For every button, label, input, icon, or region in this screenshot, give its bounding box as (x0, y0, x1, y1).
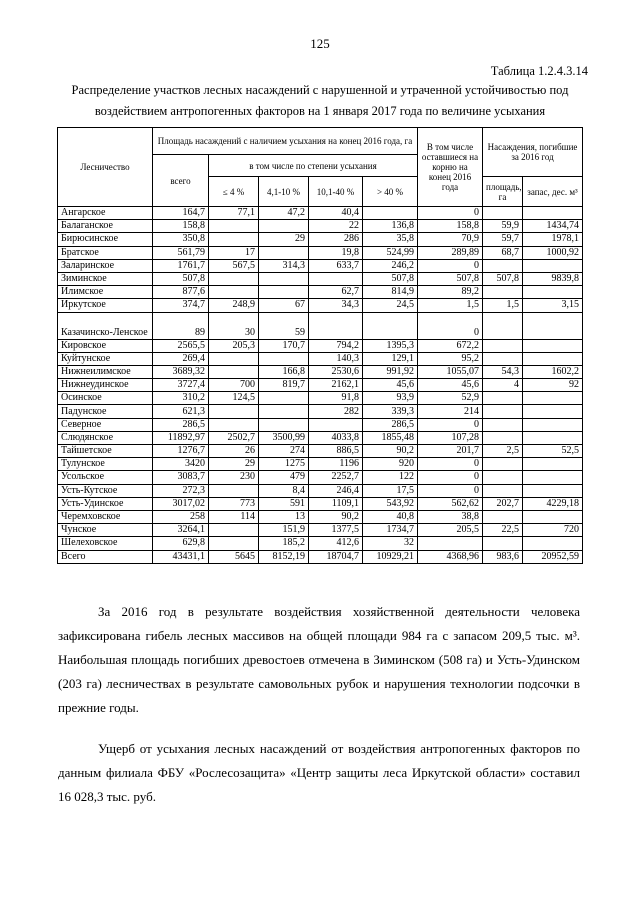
cell-total: 11892,97 (153, 431, 209, 444)
cell-d4: 129,1 (363, 352, 418, 365)
table-row (58, 497, 583, 510)
cell-stock (523, 405, 583, 418)
cell-total: 1761,7 (153, 259, 209, 272)
table-row (58, 510, 583, 523)
cell-area: 1,5 (483, 299, 523, 312)
cell-area: 59,7 (483, 233, 523, 246)
cell-total: 350,8 (153, 233, 209, 246)
table-row (58, 246, 583, 259)
cell-stock (523, 259, 583, 272)
cell-d2: 29 (259, 233, 309, 246)
cell-rem: 0 (418, 484, 483, 497)
cell-d2: 151,9 (259, 524, 309, 537)
header-dead-stock: запас, дес. м³ (523, 177, 583, 207)
cell-stock (523, 458, 583, 471)
cell-area: 983,6 (483, 550, 523, 563)
cell-d3: 1109,1 (309, 497, 363, 510)
forestry-name: Куйтунское (58, 352, 153, 365)
cell-d1 (209, 365, 259, 378)
cell-area: 202,7 (483, 497, 523, 510)
cell-d1 (209, 537, 259, 550)
table-row (58, 233, 583, 246)
cell-d3 (309, 272, 363, 285)
cell-total: 3420 (153, 458, 209, 471)
cell-rem: 0 (418, 418, 483, 431)
cell-total: 310,2 (153, 392, 209, 405)
header-degree-group: в том числе по степени усыхания (209, 155, 418, 177)
header-remaining: В том числе оставшиеся на корню на конец 2016 года (418, 128, 483, 207)
cell-stock: 1978,1 (523, 233, 583, 246)
cell-d3: 286 (309, 233, 363, 246)
forestry-name: Ангарское (58, 207, 153, 220)
cell-d2: 3500,99 (259, 431, 309, 444)
forestry-name: Тайшетское (58, 445, 153, 458)
cell-d2: 819,7 (259, 379, 309, 392)
forestry-name: Бирюсинское (58, 233, 153, 246)
cell-d4: 35,8 (363, 233, 418, 246)
cell-rem: 562,62 (418, 497, 483, 510)
cell-d3: 90,2 (309, 510, 363, 523)
cell-area: 54,3 (483, 365, 523, 378)
cell-d1: 29 (209, 458, 259, 471)
cell-d2 (259, 405, 309, 418)
table-row (58, 392, 583, 405)
cell-total: 89 (153, 312, 209, 339)
cell-total: 3727,4 (153, 379, 209, 392)
cell-d1 (209, 405, 259, 418)
cell-d2: 1275 (259, 458, 309, 471)
cell-d2: 185,2 (259, 537, 309, 550)
cell-d4: 45,6 (363, 379, 418, 392)
cell-d4: 246,2 (363, 259, 418, 272)
cell-rem: 0 (418, 312, 483, 339)
cell-d4: 24,5 (363, 299, 418, 312)
header-degree-2: 4,1-10 % (259, 177, 309, 207)
cell-d2: 59 (259, 312, 309, 339)
forestry-name: Нижнеудинское (58, 379, 153, 392)
cell-area (483, 312, 523, 339)
forestry-name: Черемховское (58, 510, 153, 523)
cell-total: 286,5 (153, 418, 209, 431)
cell-total: 258 (153, 510, 209, 523)
cell-rem: 0 (418, 207, 483, 220)
cell-d3: 886,5 (309, 445, 363, 458)
cell-total: 3017,02 (153, 497, 209, 510)
cell-d1: 567,5 (209, 259, 259, 272)
cell-d4: 32 (363, 537, 418, 550)
cell-d1: 700 (209, 379, 259, 392)
cell-area (483, 484, 523, 497)
cell-stock (523, 431, 583, 444)
cell-stock (523, 312, 583, 339)
cell-total: 3083,7 (153, 471, 209, 484)
forestry-name: Северное (58, 418, 153, 431)
table-row (58, 365, 583, 378)
forestry-name: Слюдянское (58, 431, 153, 444)
cell-d4: 17,5 (363, 484, 418, 497)
cell-rem: 214 (418, 405, 483, 418)
cell-d3: 22 (309, 220, 363, 233)
cell-d3: 4033,8 (309, 431, 363, 444)
cell-d2: 13 (259, 510, 309, 523)
table-title: Распределение участков лесных насаждений с нарушенной и утраченной устойчивостью под воздействием антропогенных факторов на 1 января 2017 года по величине усыхания (71, 83, 569, 118)
cell-rem (418, 537, 483, 550)
cell-stock: 4229,18 (523, 497, 583, 510)
cell-area (483, 259, 523, 272)
cell-area: 4 (483, 379, 523, 392)
cell-d4: 286,5 (363, 418, 418, 431)
header-degree-3: 10,1-40 % (309, 177, 363, 207)
cell-rem: 1,5 (418, 299, 483, 312)
cell-d3: 18704,7 (309, 550, 363, 563)
table-row (58, 379, 583, 392)
forest-damage-table (57, 127, 583, 564)
cell-total: 629,8 (153, 537, 209, 550)
cell-rem: 289,89 (418, 246, 483, 259)
cell-rem: 0 (418, 259, 483, 272)
cell-d4: 524,99 (363, 246, 418, 259)
cell-d1: 773 (209, 497, 259, 510)
table-row (58, 458, 583, 471)
cell-d2: 314,3 (259, 259, 309, 272)
cell-d1: 230 (209, 471, 259, 484)
cell-stock: 3,15 (523, 299, 583, 312)
cell-rem: 507,8 (418, 272, 483, 285)
cell-stock (523, 510, 583, 523)
cell-stock (523, 207, 583, 220)
page-number: 125 (310, 36, 330, 51)
forestry-name: Тулунское (58, 458, 153, 471)
cell-stock: 1602,2 (523, 365, 583, 378)
cell-stock (523, 286, 583, 299)
table-row (58, 312, 583, 339)
cell-area: 2,5 (483, 445, 523, 458)
cell-d4: 40,8 (363, 510, 418, 523)
table-row (58, 220, 583, 233)
table-row (58, 286, 583, 299)
cell-d3: 19,8 (309, 246, 363, 259)
cell-d2 (259, 392, 309, 405)
cell-d1: 17 (209, 246, 259, 259)
cell-d3: 140,3 (309, 352, 363, 365)
cell-d3: 2530,6 (309, 365, 363, 378)
cell-d1 (209, 272, 259, 285)
cell-rem: 201,7 (418, 445, 483, 458)
cell-area (483, 286, 523, 299)
cell-rem: 205,5 (418, 524, 483, 537)
cell-d1: 5645 (209, 550, 259, 563)
cell-rem: 672,2 (418, 339, 483, 352)
cell-d1: 124,5 (209, 392, 259, 405)
cell-d1: 205,3 (209, 339, 259, 352)
forestry-name: Нижнеилимское (58, 365, 153, 378)
table-row (58, 484, 583, 497)
cell-total: 621,3 (153, 405, 209, 418)
cell-stock (523, 339, 583, 352)
cell-stock (523, 537, 583, 550)
table-row (58, 537, 583, 550)
cell-d4: 991,92 (363, 365, 418, 378)
cell-rem: 107,28 (418, 431, 483, 444)
cell-d2: 8,4 (259, 484, 309, 497)
cell-d3 (309, 418, 363, 431)
forestry-name: Всего (58, 550, 153, 563)
cell-area (483, 510, 523, 523)
cell-d2 (259, 352, 309, 365)
cell-area (483, 458, 523, 471)
cell-d2 (259, 220, 309, 233)
forestry-name: Иркутское (58, 299, 153, 312)
cell-d2: 166,8 (259, 365, 309, 378)
cell-d1 (209, 233, 259, 246)
forestry-name: Чунское (58, 524, 153, 537)
table-row (58, 445, 583, 458)
cell-total: 507,8 (153, 272, 209, 285)
cell-stock: 720 (523, 524, 583, 537)
cell-d4: 507,8 (363, 272, 418, 285)
table-row (58, 272, 583, 285)
cell-d3: 1377,5 (309, 524, 363, 537)
cell-d3: 40,4 (309, 207, 363, 220)
forestry-name: Падунское (58, 405, 153, 418)
cell-d4: 136,8 (363, 220, 418, 233)
table-number: Таблица 1.2.4.3.14 (490, 64, 588, 78)
cell-d1: 77,1 (209, 207, 259, 220)
table-row (58, 299, 583, 312)
cell-rem: 1055,07 (418, 365, 483, 378)
cell-d4: 814,9 (363, 286, 418, 299)
cell-d2 (259, 272, 309, 285)
cell-stock (523, 392, 583, 405)
cell-d4: 543,92 (363, 497, 418, 510)
cell-d1 (209, 286, 259, 299)
cell-d3: 2162,1 (309, 379, 363, 392)
forestry-name: Шелеховское (58, 537, 153, 550)
cell-stock: 1000,92 (523, 246, 583, 259)
cell-stock (523, 418, 583, 431)
forestry-name: Братское (58, 246, 153, 259)
cell-d1 (209, 484, 259, 497)
header-degree-1: ≤ 4 % (209, 177, 259, 207)
cell-area: 507,8 (483, 272, 523, 285)
cell-d2: 67 (259, 299, 309, 312)
cell-rem: 89,2 (418, 286, 483, 299)
table-row (58, 352, 583, 365)
cell-area (483, 471, 523, 484)
table-row (58, 471, 583, 484)
cell-total: 2565,5 (153, 339, 209, 352)
cell-d4: 1734,7 (363, 524, 418, 537)
cell-rem: 45,6 (418, 379, 483, 392)
cell-d3: 2252,7 (309, 471, 363, 484)
cell-area: 22,5 (483, 524, 523, 537)
table-row (58, 418, 583, 431)
cell-stock: 20952,59 (523, 550, 583, 563)
cell-d4: 1855,48 (363, 431, 418, 444)
forestry-name: Усть-Кутское (58, 484, 153, 497)
cell-area (483, 418, 523, 431)
cell-d1: 2502,7 (209, 431, 259, 444)
cell-stock (523, 352, 583, 365)
cell-d4: 920 (363, 458, 418, 471)
cell-total: 272,3 (153, 484, 209, 497)
header-area-group: Площадь насаждений с наличием усыхания на конец 2016 года, га (153, 128, 418, 155)
cell-d3: 794,2 (309, 339, 363, 352)
cell-rem: 95,2 (418, 352, 483, 365)
cell-area (483, 207, 523, 220)
cell-d3: 282 (309, 405, 363, 418)
cell-d3: 412,6 (309, 537, 363, 550)
header-dead-group: Насаждения, погибшие за 2016 год (483, 128, 583, 177)
forestry-name: Казачинско-Ленское (58, 312, 153, 339)
cell-rem: 4368,96 (418, 550, 483, 563)
header-degree-4: > 40 % (363, 177, 418, 207)
cell-total: 164,7 (153, 207, 209, 220)
forestry-name: Илимское (58, 286, 153, 299)
cell-d1 (209, 352, 259, 365)
header-forestry: Лесничество (58, 128, 153, 207)
paragraph-damage: Ущерб от усыхания лесных насаждений от воздействия антропогенных факторов по данным филиала ФБУ «Рослесозащита» «Центр защиты леса Иркутской области» составил 16 028,3 тыс. руб. (58, 741, 580, 804)
cell-total: 374,7 (153, 299, 209, 312)
cell-d3: 1196 (309, 458, 363, 471)
cell-total: 3689,32 (153, 365, 209, 378)
table-row (58, 259, 583, 272)
cell-d3: 633,7 (309, 259, 363, 272)
cell-d1: 248,9 (209, 299, 259, 312)
cell-d1: 114 (209, 510, 259, 523)
cell-total: 561,79 (153, 246, 209, 259)
forestry-name: Балаганское (58, 220, 153, 233)
cell-d2 (259, 246, 309, 259)
cell-rem: 158,8 (418, 220, 483, 233)
cell-d4: 1395,3 (363, 339, 418, 352)
cell-stock: 52,5 (523, 445, 583, 458)
cell-stock (523, 484, 583, 497)
cell-rem: 38,8 (418, 510, 483, 523)
cell-d4 (363, 207, 418, 220)
cell-stock: 9839,8 (523, 272, 583, 285)
cell-d4: 339,3 (363, 405, 418, 418)
paragraph-deaths: За 2016 год в результате воздействия хозяйственной деятельности человека зафиксирована гибель лесных массивов на общей площади 984 га с запасом 209,5 тыс. м³. Наибольшая площадь погибших древостоев отмечена в Зиминском (508 га) и Усть-Удинском (203 га) лесничествах в результате самовольных рубок и нарушения технологии подсочки в прежние годы. (58, 604, 580, 715)
cell-d2: 479 (259, 471, 309, 484)
cell-total: 158,8 (153, 220, 209, 233)
cell-d1 (209, 524, 259, 537)
cell-stock (523, 471, 583, 484)
cell-area (483, 392, 523, 405)
cell-total: 43431,1 (153, 550, 209, 563)
cell-area (483, 537, 523, 550)
table-row (58, 207, 583, 220)
cell-d4 (363, 312, 418, 339)
cell-d2 (259, 418, 309, 431)
cell-area: 68,7 (483, 246, 523, 259)
cell-total: 269,4 (153, 352, 209, 365)
cell-d1 (209, 220, 259, 233)
cell-d2: 274 (259, 445, 309, 458)
cell-rem: 0 (418, 458, 483, 471)
cell-d3: 246,4 (309, 484, 363, 497)
forestry-name: Заларинское (58, 259, 153, 272)
cell-rem: 52,9 (418, 392, 483, 405)
cell-d3 (309, 312, 363, 339)
cell-total: 1276,7 (153, 445, 209, 458)
forestry-name: Усольское (58, 471, 153, 484)
cell-stock: 92 (523, 379, 583, 392)
cell-d2: 591 (259, 497, 309, 510)
table-row (58, 550, 583, 563)
cell-d1: 30 (209, 312, 259, 339)
cell-rem: 0 (418, 471, 483, 484)
cell-total: 877,6 (153, 286, 209, 299)
cell-rem: 70,9 (418, 233, 483, 246)
cell-d2 (259, 286, 309, 299)
header-dead-area: площадь, га (483, 177, 523, 207)
cell-area (483, 339, 523, 352)
table-row (58, 524, 583, 537)
cell-stock: 1434,74 (523, 220, 583, 233)
forestry-name: Зиминское (58, 272, 153, 285)
cell-total: 3264,1 (153, 524, 209, 537)
cell-d2: 8152,19 (259, 550, 309, 563)
header-total: всего (153, 155, 209, 207)
cell-area (483, 405, 523, 418)
forestry-name: Кировское (58, 339, 153, 352)
cell-d3: 34,3 (309, 299, 363, 312)
cell-area: 59,9 (483, 220, 523, 233)
cell-d1: 26 (209, 445, 259, 458)
cell-area (483, 431, 523, 444)
cell-d2: 47,2 (259, 207, 309, 220)
cell-d4: 93,9 (363, 392, 418, 405)
cell-d4: 10929,21 (363, 550, 418, 563)
table-row (58, 431, 583, 444)
cell-d1 (209, 418, 259, 431)
cell-d4: 122 (363, 471, 418, 484)
table-row (58, 405, 583, 418)
cell-d3: 62,7 (309, 286, 363, 299)
forestry-name: Усть-Удинское (58, 497, 153, 510)
cell-d2: 170,7 (259, 339, 309, 352)
table-body (58, 207, 583, 564)
forestry-name: Осинское (58, 392, 153, 405)
cell-area (483, 352, 523, 365)
cell-d4: 90,2 (363, 445, 418, 458)
cell-d3: 91,8 (309, 392, 363, 405)
table-row (58, 339, 583, 352)
